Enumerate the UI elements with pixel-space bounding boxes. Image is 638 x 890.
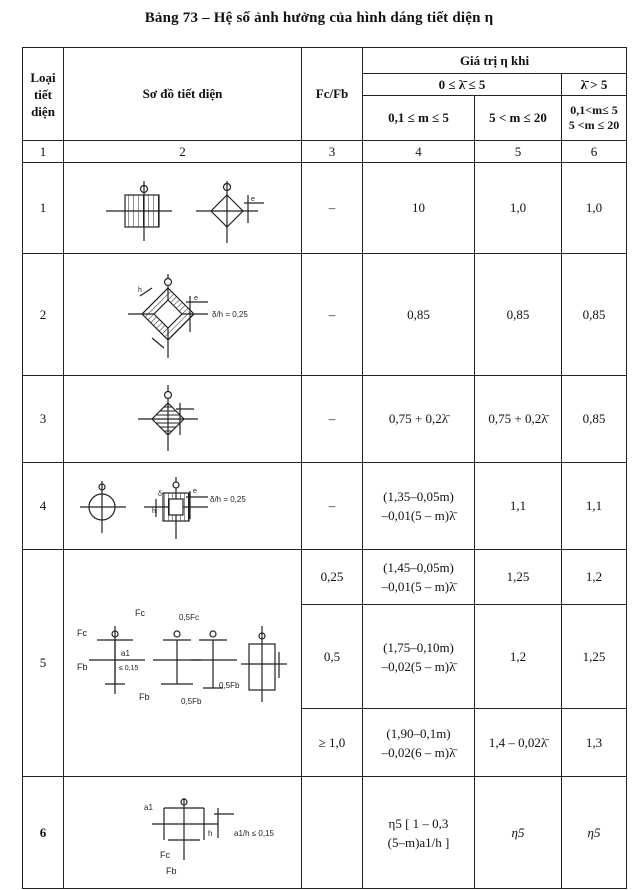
value-cell: 1,2	[475, 605, 562, 709]
header-sub-b	[562, 96, 627, 141]
channel-section-diagram	[68, 778, 298, 884]
header-type: Loại tiết diện	[23, 48, 64, 141]
header-sub-a2: 5 < m ≤ 20	[475, 96, 562, 141]
ratio-cell: –	[302, 376, 363, 463]
svg-text:h: h	[151, 508, 156, 515]
value-cell: 1,3	[562, 709, 627, 777]
value-cell	[363, 709, 475, 777]
section-diagram-4	[64, 463, 302, 550]
col-number-3: 3	[302, 141, 363, 163]
half-fb-label: 0,5Fb	[180, 697, 201, 706]
formula-line-1: (1,45–0,05m)	[383, 560, 454, 575]
header-value-group: Giá trị η khi	[363, 48, 627, 74]
hollow-diamond-section-diagram	[68, 258, 298, 368]
value-cell	[363, 605, 475, 709]
fc-label: Fc	[159, 849, 170, 860]
delta-ratio-label: δ/h = 0,25	[209, 495, 246, 504]
value-cell: 0,85	[562, 254, 627, 376]
value-cell: 0,85	[475, 254, 562, 376]
e-label: e	[193, 294, 198, 302]
section-diagram-5	[64, 550, 302, 777]
row-type: 1	[23, 163, 64, 254]
value-cell: η5	[475, 777, 562, 889]
ratio-cell: –	[302, 463, 363, 550]
formula-line-2: –0,02(6 – m)λ̄	[381, 744, 456, 760]
row-type: 3	[23, 376, 64, 463]
value-cell: 1,25	[475, 550, 562, 605]
formula-line-2: –0,02(5 – m)λ̄	[381, 658, 456, 674]
col-number-2: 2	[64, 141, 302, 163]
i-beam-section-diagram	[67, 556, 299, 766]
value-cell: 0,85	[562, 376, 627, 463]
header-sub-b2: 5 <m ≤ 20	[568, 118, 620, 132]
a1-ratio-label: a1/h ≤ 0,15	[233, 828, 274, 838]
h-label: h	[207, 828, 212, 838]
fb-label-2: Fb	[138, 692, 150, 702]
value-cell: 10	[363, 163, 475, 254]
section-diagram-1	[64, 163, 302, 254]
value-cell: 1,25	[562, 605, 627, 709]
header-ratio: Fc/Fb	[302, 48, 363, 141]
col-number-6: 6	[562, 141, 627, 163]
header-diagram: Sơ đồ tiết diện	[64, 48, 302, 141]
row-type: 2	[23, 254, 64, 376]
a1-label: a1	[143, 802, 153, 812]
row-type: 4	[23, 463, 64, 550]
square-section-diagram	[68, 163, 298, 249]
fc-label: Fc	[76, 628, 87, 638]
ratio-cell: 0,25	[302, 550, 363, 605]
value-cell: η5	[562, 777, 627, 889]
formula-line-1: η5 [ 1 – 0,3	[388, 815, 449, 831]
flanged-diamond-section-diagram	[68, 377, 298, 457]
value-cell	[363, 777, 475, 889]
formula-line-2: –0,01(5 – m)λ̄	[381, 579, 456, 594]
fb-label: Fb	[165, 865, 177, 876]
col-number-1: 1	[23, 141, 64, 163]
ratio-cell: –	[302, 163, 363, 254]
row-type: 5	[23, 550, 64, 777]
value-cell: 0,75 + 0,2λ̄	[363, 376, 475, 463]
half-fc-label: 0,5Fc	[178, 613, 199, 622]
formula-line-2: (5–m)a1/h ]	[387, 834, 450, 850]
value-cell: 1,0	[475, 163, 562, 254]
value-cell	[363, 550, 475, 605]
fb-label: Fb	[76, 662, 88, 672]
a1-label: a1	[120, 649, 130, 658]
value-cell: 1,0	[562, 163, 627, 254]
ratio-cell: ≥ 1,0	[302, 709, 363, 777]
col-number-5: 5	[475, 141, 562, 163]
svg-text:e: e	[250, 196, 255, 203]
header-sub-b1: 0,1<m≤ 5	[570, 103, 618, 117]
tube-box-section-diagram	[68, 463, 298, 545]
value-cell: 1,1	[475, 463, 562, 550]
value-cell: 1,1	[562, 463, 627, 550]
table-title: Bảng 73 – Hệ số ảnh hưởng của hình dáng tiết diện η	[144, 10, 494, 26]
row-type: 6	[23, 777, 64, 889]
section-diagram-6	[64, 777, 302, 889]
section-diagram-2	[64, 254, 302, 376]
coefficient-table	[22, 47, 627, 889]
header-range-a: 0 ≤ λ̄ ≤ 5	[363, 74, 562, 96]
value-cell: 1,2	[562, 550, 627, 605]
h-label: h	[137, 286, 142, 294]
value-cell	[363, 463, 475, 550]
value-cell: 0,85	[363, 254, 475, 376]
half-fb-label-2: 0,5Fb	[218, 681, 239, 690]
value-cell: 0,75 + 0,2λ̄	[475, 376, 562, 463]
section-diagram-3	[64, 376, 302, 463]
formula-line-1: (1,75–0,10m)	[383, 639, 454, 655]
formula-line-1: (1,35–0,05m)	[383, 489, 454, 504]
fc-label-2: Fc	[134, 608, 145, 618]
value-cell: 1,4 – 0,02λ̄	[475, 709, 562, 777]
col-number-4: 4	[363, 141, 475, 163]
delta-ratio-label: δ/h = 0,25	[211, 309, 248, 319]
formula-line-1: (1,90–0,1m)	[386, 725, 451, 741]
header-range-b: λ̄ > 5	[562, 74, 627, 96]
ratio-015-label: ≤ 0,15	[118, 665, 138, 672]
svg-text:δ: δ	[157, 491, 162, 498]
ratio-cell: 0,5	[302, 605, 363, 709]
ratio-cell	[302, 777, 363, 889]
header-sub-a1: 0,1 ≤ m ≤ 5	[363, 96, 475, 141]
ratio-cell: –	[302, 254, 363, 376]
svg-text:e: e	[192, 488, 197, 495]
formula-line-2: –0,01(5 – m)λ̄	[381, 508, 456, 523]
